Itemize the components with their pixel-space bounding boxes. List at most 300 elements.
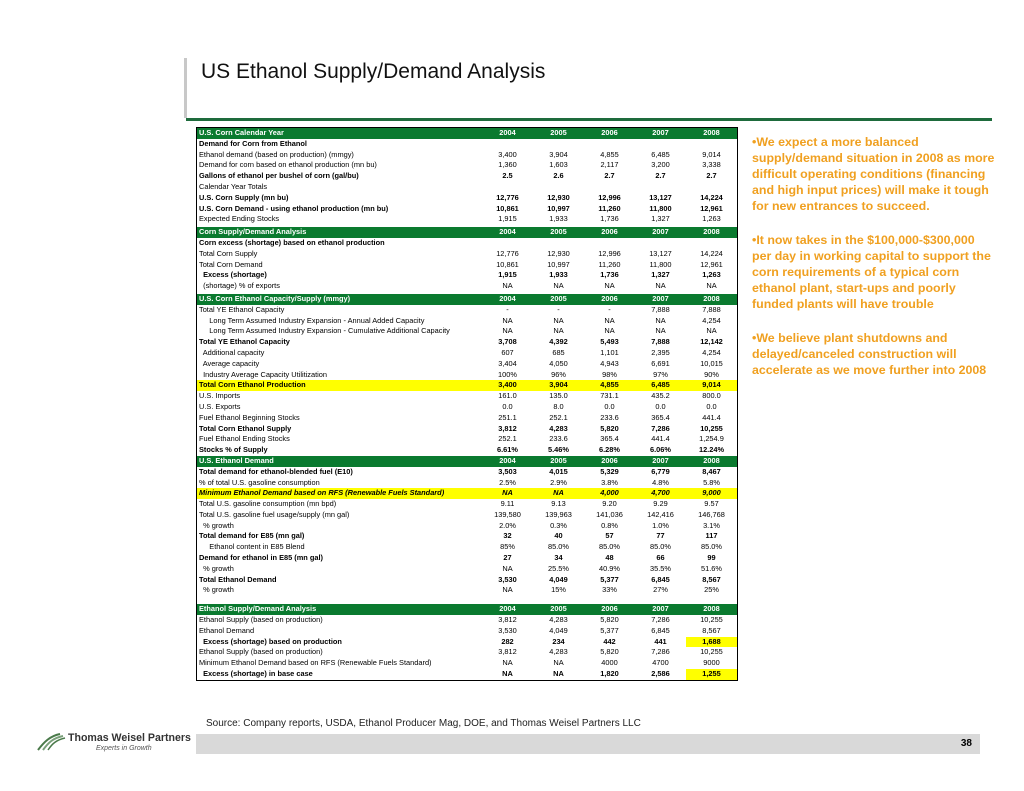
table-row (197, 445, 737, 456)
table-row (197, 193, 737, 204)
table-cell: 117 (705, 531, 718, 541)
table-row (197, 160, 737, 171)
table-cell: 9,014 (702, 149, 721, 159)
table-cell (686, 139, 737, 150)
table-cell: 234 (552, 636, 565, 646)
table-cell: 5,493 (600, 337, 619, 347)
table-row (197, 139, 737, 150)
row-label: Total YE Ethanol Capacity (199, 304, 285, 314)
table-cell: 34 (554, 553, 563, 563)
logo-tagline: Experts in Growth (96, 745, 152, 752)
table-cell: 365.4 (600, 434, 619, 444)
table-cell: 11,800 (649, 259, 672, 269)
table-row (197, 326, 737, 337)
table-cell: NA (553, 669, 564, 679)
table-cell: 98% (602, 369, 617, 379)
table-cell: 2005 (533, 226, 584, 238)
row-label: Expected Ending Stocks (199, 214, 280, 224)
table-cell (686, 238, 737, 249)
bullet-point: •We believe plant shutdowns and delayed/canceled construction will accelerate as we move further into 2008 (752, 331, 987, 377)
table-cell: NA (553, 315, 564, 325)
table-cell: 6.28% (599, 445, 620, 455)
table-cell: 32 (503, 531, 512, 541)
row-label: Fuel Ethanol Beginning Stocks (199, 412, 300, 422)
table-row (197, 585, 737, 596)
table-cell: 96% (551, 369, 566, 379)
table-cell: 2.7 (706, 171, 717, 181)
table-cell: 10,997 (547, 259, 570, 269)
table-cell (686, 182, 737, 193)
table-cell: - (608, 304, 611, 314)
table-row (197, 348, 737, 359)
table-cell: 0.0 (655, 401, 666, 411)
table-row (197, 478, 737, 489)
table-cell: 27 (503, 553, 512, 563)
company-logo (36, 732, 191, 758)
table-cell (584, 596, 635, 604)
table-cell: 13,127 (649, 248, 672, 258)
table-row (197, 380, 737, 391)
table-cell: 252.1 (498, 434, 517, 444)
row-label (197, 596, 482, 604)
table-cell: 2.5% (499, 477, 516, 487)
table-cell: 1,933 (549, 270, 568, 280)
table-cell: 99 (707, 553, 716, 563)
table-cell: 12,996 (598, 192, 621, 202)
table-cell: 13,127 (649, 192, 672, 202)
table-cell: 0.8% (601, 520, 618, 530)
row-label: % growth (199, 520, 234, 530)
table-cell: 1,933 (549, 214, 568, 224)
row-label: Excess (shortage) based on production (199, 636, 342, 646)
row-label: Demand for Corn from Ethanol (199, 138, 307, 148)
page-number: 38 (960, 738, 972, 749)
table-cell: 10,015 (700, 358, 723, 368)
row-label: Long Term Assumed Industry Expansion - Cumulative Additional Capacity (199, 326, 450, 336)
table-cell: 12,996 (598, 248, 621, 258)
table-cell: 4,254 (702, 347, 721, 357)
table-cell: 139,580 (494, 509, 521, 519)
table-cell: 4700 (652, 658, 669, 668)
table-cell: 12,776 (496, 248, 519, 258)
table-cell: 1,327 (651, 270, 670, 280)
table-cell: 2007 (635, 604, 686, 615)
table-row (197, 214, 737, 226)
supply-demand-table-container (196, 127, 738, 681)
table-cell: 3,812 (498, 647, 517, 657)
table-cell: 2007 (635, 226, 686, 238)
row-label: Ethanol content in E85 Blend (199, 542, 305, 552)
table-cell: NA (706, 326, 717, 336)
row-label: Stocks % of Supply (199, 445, 268, 455)
table-cell: 35.5% (650, 563, 671, 573)
table-cell (482, 596, 533, 604)
table-row (197, 182, 737, 193)
table-cell: 4,283 (549, 647, 568, 657)
table-row (197, 658, 737, 669)
table-cell: 1,263 (702, 270, 721, 280)
table-header-row (197, 456, 737, 467)
table-cell: 6,845 (651, 625, 670, 635)
table-cell: 1,327 (651, 214, 670, 224)
table-cell: 135.0 (549, 391, 568, 401)
table-cell: NA (502, 281, 513, 291)
table-cell: 5,820 (600, 423, 619, 433)
row-label: Total Corn Demand (199, 259, 263, 269)
table-row (197, 637, 737, 648)
table-cell: - (506, 304, 509, 314)
table-cell: 7,888 (651, 304, 670, 314)
table-cell: 1,255 (686, 669, 737, 680)
row-label: (shortage) % of exports (199, 281, 280, 291)
table-cell: 9000 (703, 658, 720, 668)
table-cell (635, 139, 686, 150)
table-cell: 97% (653, 369, 668, 379)
table-cell: 2008 (686, 456, 737, 467)
table-cell: 51.6% (701, 563, 722, 573)
table-cell: 11,260 (598, 259, 621, 269)
table-cell (635, 182, 686, 193)
row-label: % growth (199, 563, 234, 573)
table-cell: 2.7 (655, 171, 666, 181)
row-label: Corn Supply/Demand Analysis (197, 226, 482, 238)
row-label: Additional capacity (199, 347, 265, 357)
table-cell: 100% (498, 369, 517, 379)
table-cell: 2008 (686, 293, 737, 305)
table-cell: 9.29 (653, 499, 668, 509)
row-label: Corn excess (shortage) based on ethanol production (199, 237, 385, 247)
table-cell (584, 182, 635, 193)
table-cell: 2006 (584, 293, 635, 305)
table-cell: 8,567 (702, 625, 721, 635)
page-title: US Ethanol Supply/Demand Analysis (201, 60, 546, 83)
table-cell: 2,117 (600, 160, 619, 170)
table-cell: 7,286 (651, 423, 670, 433)
table-cell (686, 596, 737, 604)
table-row (197, 553, 737, 564)
table-cell: 2004 (482, 456, 533, 467)
table-cell: 233.6 (549, 434, 568, 444)
table-cell: 2,395 (651, 347, 670, 357)
table-cell: 139,963 (545, 509, 572, 519)
table-cell: 1,360 (498, 160, 517, 170)
table-cell: 4,283 (549, 615, 568, 625)
table-cell: 4,943 (600, 358, 619, 368)
table-cell: 4,700 (635, 488, 686, 499)
row-label: % growth (199, 585, 234, 595)
table-cell: 6,485 (651, 149, 670, 159)
row-label: Total U.S. gasoline consumption (mn bpd) (199, 499, 337, 509)
table-cell: 10,255 (700, 423, 723, 433)
table-cell: 11,260 (598, 203, 621, 213)
table-cell: NA (502, 585, 513, 595)
table-cell: 8,467 (702, 466, 721, 476)
table-cell: 10,861 (496, 203, 519, 213)
row-label: U.S. Corn Demand - using ethanol production (mn bu) (199, 203, 389, 213)
table-cell: 3,200 (651, 160, 670, 170)
row-label: U.S. Ethanol Demand (197, 456, 482, 467)
table-cell: 48 (605, 553, 614, 563)
table-header-row (197, 226, 737, 238)
table-cell: 5,329 (600, 466, 619, 476)
table-cell: 5.8% (703, 477, 720, 487)
table-cell: 5,820 (600, 647, 619, 657)
table-cell: 2006 (584, 128, 635, 139)
table-cell: 607 (501, 347, 514, 357)
table-cell: 2008 (686, 128, 737, 139)
table-cell: 2007 (635, 293, 686, 305)
table-row (197, 467, 737, 478)
table-cell: 3,904 (549, 149, 568, 159)
table-cell: 0.3% (550, 520, 567, 530)
table-cell: 2.5 (502, 171, 513, 181)
table-cell (482, 182, 533, 193)
table-cell: 2004 (482, 128, 533, 139)
table-cell: 12,930 (547, 248, 570, 258)
row-label: Gallons of ethanol per bushel of corn (gal/bu) (199, 171, 359, 181)
table-cell: 2.6 (553, 171, 564, 181)
row-label: Total demand for ethanol-blended fuel (E10) (199, 466, 353, 476)
table-cell: 90% (704, 369, 719, 379)
table-cell: 233.6 (600, 412, 619, 422)
table-cell: 2.7 (604, 171, 615, 181)
table-cell: 4,855 (584, 380, 635, 391)
table-cell: NA (502, 658, 513, 668)
table-header-row (197, 293, 737, 305)
table-cell: NA (604, 326, 615, 336)
table-row (197, 359, 737, 370)
table-cell: 9.20 (602, 499, 617, 509)
table-cell: 2005 (533, 604, 584, 615)
row-label: Demand for corn based on ethanol production (mn bu) (199, 160, 377, 170)
row-label: % of total U.S. gasoline consumption (199, 477, 320, 487)
table-cell: 10,861 (496, 259, 519, 269)
table-cell: 85.0% (599, 542, 620, 552)
table-row (197, 434, 737, 445)
table-cell (482, 238, 533, 249)
table-cell: 2004 (482, 226, 533, 238)
table-row (197, 337, 737, 348)
table-cell: 4,855 (600, 149, 619, 159)
row-label: Total U.S. gasoline fuel usage/supply (mn gal) (199, 509, 350, 519)
table-header-row (197, 604, 737, 615)
table-cell: 2.9% (550, 477, 567, 487)
table-cell: 4,050 (549, 358, 568, 368)
table-cell: 2006 (584, 604, 635, 615)
table-row (197, 488, 737, 499)
table-cell (533, 139, 584, 150)
table-cell: 77 (656, 531, 665, 541)
row-label: Total Ethanol Demand (199, 574, 277, 584)
table-row (197, 669, 737, 680)
table-row (197, 316, 737, 327)
table-cell: 441.4 (702, 412, 721, 422)
table-cell: 9.57 (704, 499, 719, 509)
table-cell: 5,377 (600, 625, 619, 635)
table-row (197, 260, 737, 271)
table-cell: 1,603 (549, 160, 568, 170)
table-cell: 2008 (686, 226, 737, 238)
table-cell: 441.4 (651, 434, 670, 444)
table-row (197, 615, 737, 626)
table-cell: 8.0 (553, 401, 564, 411)
row-label: Total Corn Supply (199, 248, 258, 258)
table-cell: 7,286 (651, 647, 670, 657)
table-cell: 146,768 (698, 509, 725, 519)
table-cell: 14,224 (700, 248, 723, 258)
table-cell: 12,776 (496, 192, 519, 202)
table-cell: NA (655, 315, 666, 325)
table-row (197, 281, 737, 293)
table-cell: 12.24% (698, 445, 725, 455)
table-cell: 14,224 (700, 192, 723, 202)
table-row (197, 204, 737, 215)
row-label: Fuel Ethanol Ending Stocks (199, 434, 290, 444)
table-cell: 252.1 (549, 412, 568, 422)
table-cell: 1,101 (600, 347, 619, 357)
table-body (197, 128, 737, 680)
table-cell: 3,708 (498, 337, 517, 347)
table-cell: 85.0% (548, 542, 569, 552)
table-cell: 2004 (482, 293, 533, 305)
table-cell: 3,530 (498, 625, 517, 635)
table-cell: 12,930 (547, 192, 570, 202)
table-cell: 8,567 (702, 574, 721, 584)
header-rule (186, 118, 992, 121)
table-cell: 40 (554, 531, 563, 541)
row-label: Total Corn Ethanol Supply (199, 423, 292, 433)
row-label: Calendar Year Totals (199, 181, 268, 191)
table-row (197, 575, 737, 586)
table-cell: 2007 (635, 128, 686, 139)
table-cell: 27% (653, 585, 668, 595)
table-cell (533, 182, 584, 193)
source-note: Source: Company reports, USDA, Ethanol Producer Mag, DOE, and Thomas Weisel Partners LLC (206, 718, 641, 729)
table-cell: 9,000 (686, 488, 737, 499)
table-cell: 15% (551, 585, 566, 595)
table-cell (584, 238, 635, 249)
table-cell: 7,888 (651, 337, 670, 347)
table-cell: 2007 (635, 456, 686, 467)
footer-bar (196, 734, 980, 754)
table-cell: 1,254.9 (699, 434, 724, 444)
table-cell: 3,812 (498, 423, 517, 433)
table-cell: 85.0% (701, 542, 722, 552)
row-label: Ethanol Supply (based on production) (199, 615, 323, 625)
table-cell: NA (604, 315, 615, 325)
table-cell: 6,845 (651, 574, 670, 584)
table-cell: 12,961 (700, 203, 723, 213)
row-label: Long Term Assumed Industry Expansion - Annual Added Capacity (199, 315, 425, 325)
table-cell: 3.8% (601, 477, 618, 487)
table-row (197, 249, 737, 260)
table-cell: 33% (602, 585, 617, 595)
table-cell: 6.06% (650, 445, 671, 455)
row-label: Demand for ethanol in E85 (mn gal) (199, 553, 324, 563)
table-cell: 5.46% (548, 445, 569, 455)
table-cell: NA (553, 281, 564, 291)
table-row (197, 510, 737, 521)
table-cell: 12,961 (700, 259, 723, 269)
table-cell: 3,904 (533, 380, 584, 391)
table-cell: 0.0 (604, 401, 615, 411)
table-cell: 1,915 (498, 270, 517, 280)
table-cell (533, 238, 584, 249)
row-label: Total YE Ethanol Capacity (199, 337, 290, 347)
bullet-point: •We expect a more balanced supply/demand situation in 2008 as more difficult operating conditions (financing and high input prices) will make it tough for new entrances to succeed. (752, 135, 995, 213)
table-cell: 3,503 (498, 466, 517, 476)
table-cell: 2006 (584, 226, 635, 238)
table-row (197, 531, 737, 542)
table-cell: 282 (501, 636, 514, 646)
table-row (197, 402, 737, 413)
table-cell: NA (706, 281, 717, 291)
table-cell: 2.0% (499, 520, 516, 530)
table-cell: 141,036 (596, 509, 623, 519)
table-cell: 1,688 (686, 637, 737, 648)
table-cell: 57 (605, 531, 614, 541)
title-divider (184, 58, 187, 118)
table-row (197, 391, 737, 402)
table-cell: 2005 (533, 456, 584, 467)
table-cell: 11,800 (649, 203, 672, 213)
row-label: Ethanol demand (based on production) (mmgy) (199, 149, 354, 159)
table-cell: 800.0 (702, 391, 721, 401)
table-cell (533, 596, 584, 604)
row-label: Minimum Ethanol Demand based on RFS (Renewable Fuels Standard) (197, 488, 482, 499)
table-cell: 142,416 (647, 509, 674, 519)
table-cell: 442 (603, 636, 616, 646)
table-cell: NA (553, 326, 564, 336)
table-cell: NA (502, 315, 513, 325)
table-row (197, 413, 737, 424)
table-cell: - (557, 304, 560, 314)
row-label: Minimum Ethanol Demand based on RFS (Renewable Fuels Standard) (199, 658, 432, 668)
table-cell: 6,779 (651, 466, 670, 476)
table-cell: 6,485 (635, 380, 686, 391)
row-label: U.S. Exports (199, 401, 241, 411)
table-row (197, 370, 737, 381)
table-cell: 6,691 (651, 358, 670, 368)
table-cell: 5,377 (600, 574, 619, 584)
row-label: Total demand for E85 (mn gal) (199, 531, 305, 541)
table-row (197, 647, 737, 658)
table-cell: 1.0% (652, 520, 669, 530)
table-cell: 40.9% (599, 563, 620, 573)
table-cell: NA (502, 563, 513, 573)
table-row (197, 171, 737, 182)
table-cell: 3,812 (498, 615, 517, 625)
table-cell: 7,888 (702, 304, 721, 314)
table-row (197, 305, 737, 316)
row-label: Industry Average Capacity Utilitization (199, 369, 328, 379)
row-label: Average capacity (199, 358, 260, 368)
table-cell: NA (655, 326, 666, 336)
table-row (197, 521, 737, 532)
row-label: Excess (shortage) (199, 270, 267, 280)
commentary (752, 134, 997, 396)
table-cell: 1,915 (498, 214, 517, 224)
table-cell (482, 139, 533, 150)
table-cell (584, 139, 635, 150)
table-row (197, 150, 737, 161)
table-cell: 4000 (601, 658, 618, 668)
row-label: U.S. Corn Calendar Year (197, 128, 482, 139)
table-cell: 1,820 (600, 669, 619, 679)
table-row (197, 626, 737, 637)
table-header-row (197, 128, 737, 139)
table-cell: 85.0% (650, 542, 671, 552)
